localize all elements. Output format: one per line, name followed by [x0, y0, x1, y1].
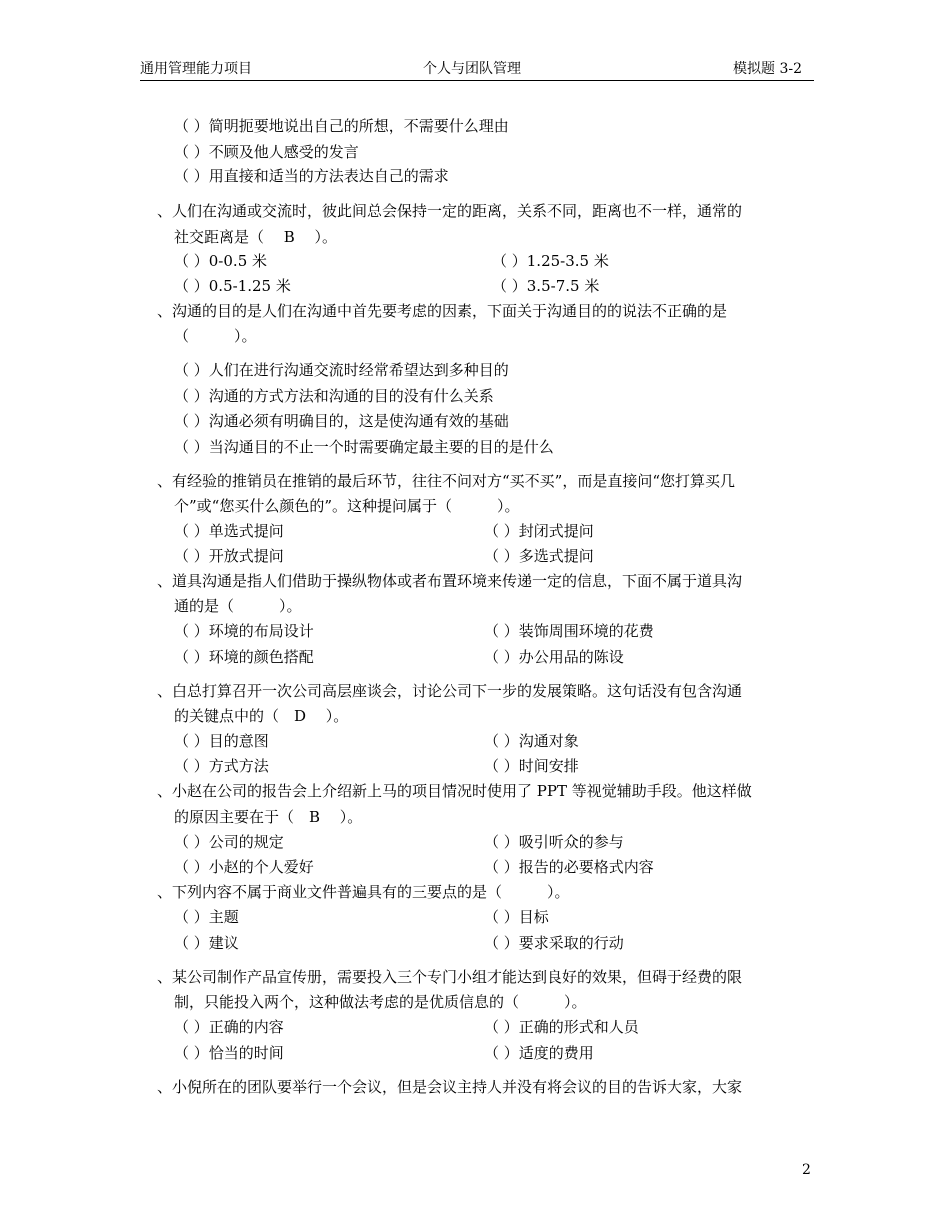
question-text-line: 的原因主要在于（ B ）。: [174, 808, 363, 826]
answer-option: （ ）简明扼要地说出自己的所想，不需要什么理由: [174, 117, 509, 135]
answer-option: （ ）建议: [174, 934, 239, 952]
answer-option: （ ）吸引听众的参与: [484, 833, 624, 851]
answer-option: （ ）0-0.5 米: [174, 252, 268, 270]
question-text-line: 、有经验的推销员在推销的最后环节，往往不问对方“买不买”，而是直接问“您打算买几: [157, 472, 736, 490]
answer-option: （ ）沟通必须有明确目的，这是使沟通有效的基础: [174, 412, 509, 430]
answer-option: （ ）环境的颜色搭配: [174, 648, 314, 666]
answer-option: （ ）恰当的时间: [174, 1044, 284, 1062]
answer-option: （ ）0.5-1.25 米: [174, 277, 291, 295]
answer-option: （ ）人们在进行沟通交流时经常希望达到多种目的: [174, 361, 509, 379]
answer-option: （ ）正确的内容: [174, 1018, 284, 1036]
question-text-line: 、下列内容不属于商业文件普遍具有的三要点的是（ ）。: [157, 883, 570, 901]
answer-option: （ ）报告的必要格式内容: [484, 858, 654, 876]
question-text-line: 社交距离是（ B ）。: [174, 228, 338, 246]
header-exam-label: 模拟题 3-2: [733, 61, 802, 77]
answer-option: （ ）主题: [174, 908, 239, 926]
question-text-line: （ ）。: [174, 327, 257, 345]
answer-option: （ ）用直接和适当的方法表达自己的需求: [174, 167, 449, 185]
answer-option: （ ）1.25-3.5 米: [492, 252, 609, 270]
answer-option: （ ）单选式提问: [174, 522, 284, 540]
question-text-line: 、道具沟通是指人们借助于操纵物体或者布置环境来传递一定的信息，下面不属于道具沟: [157, 572, 743, 590]
question-text-line: 、某公司制作产品宣传册，需要投入三个专门小组才能达到良好的效果，但碍于经费的限: [157, 968, 743, 986]
answer-option: （ ）办公用品的陈设: [484, 648, 624, 666]
answer-option: （ ）当沟通目的不止一个时需要确定最主要的目的是什么: [174, 438, 554, 456]
answer-option: （ ）目的意图: [174, 732, 269, 750]
question-text-line: 个”或“您买什么颜色的”。这种提问属于（ ）。: [174, 497, 520, 515]
answer-option: （ ）小赵的个人爱好: [174, 858, 314, 876]
page-number: 2: [802, 1162, 811, 1178]
answer-option: （ ）多选式提问: [484, 547, 594, 565]
answer-option: （ ）目标: [484, 908, 549, 926]
answer-option: （ ）适度的费用: [484, 1044, 594, 1062]
question-text-line: 通的是（ ）。: [174, 597, 302, 615]
answer-option: （ ）时间安排: [484, 757, 579, 775]
answer-option: （ ）封闭式提问: [484, 522, 594, 540]
question-text-line: 、小赵在公司的报告会上介绍新上马的项目情况时使用了 PPT 等视觉辅助手段。他这样做: [157, 782, 752, 800]
question-text-line: 、小倪所在的团队要举行一个会议，但是会议主持人并没有将会议的目的告诉大家，大家: [157, 1078, 743, 1096]
question-text-line: 、白总打算召开一次公司高层座谈会，讨论公司下一步的发展策略。这句话没有包含沟通: [157, 682, 743, 700]
answer-option: （ ）3.5-7.5 米: [492, 277, 600, 295]
answer-option: （ ）方式方法: [174, 757, 269, 775]
answer-option: （ ）沟通的方式方法和沟通的目的没有什么关系: [174, 387, 494, 405]
answer-option: （ ）装饰周围环境的花费: [484, 622, 654, 640]
question-text-line: 、人们在沟通或交流时，彼此间总会保持一定的距离，关系不同，距离也不一样，通常的: [157, 202, 743, 220]
answer-option: （ ）沟通对象: [484, 732, 579, 750]
header-course-title: 个人与团队管理: [423, 61, 521, 77]
question-text-line: 制，只能投入两个，这种做法考虑的是优质信息的（ ）。: [174, 993, 587, 1011]
question-text-line: 、沟通的目的是人们在沟通中首先要考虑的因素，下面关于沟通目的的说法不正确的是: [157, 302, 728, 320]
answer-option: （ ）公司的规定: [174, 833, 284, 851]
answer-option: （ ）环境的布局设计: [174, 622, 314, 640]
question-text-line: 的关键点中的（ D ）。: [174, 707, 349, 725]
answer-option: （ ）不顾及他人感受的发言: [174, 143, 359, 161]
answer-option: （ ）要求采取的行动: [484, 934, 624, 952]
answer-option: （ ）正确的形式和人员: [484, 1018, 639, 1036]
answer-option: （ ）开放式提问: [174, 547, 284, 565]
header-project-name: 通用管理能力项目: [140, 61, 252, 77]
